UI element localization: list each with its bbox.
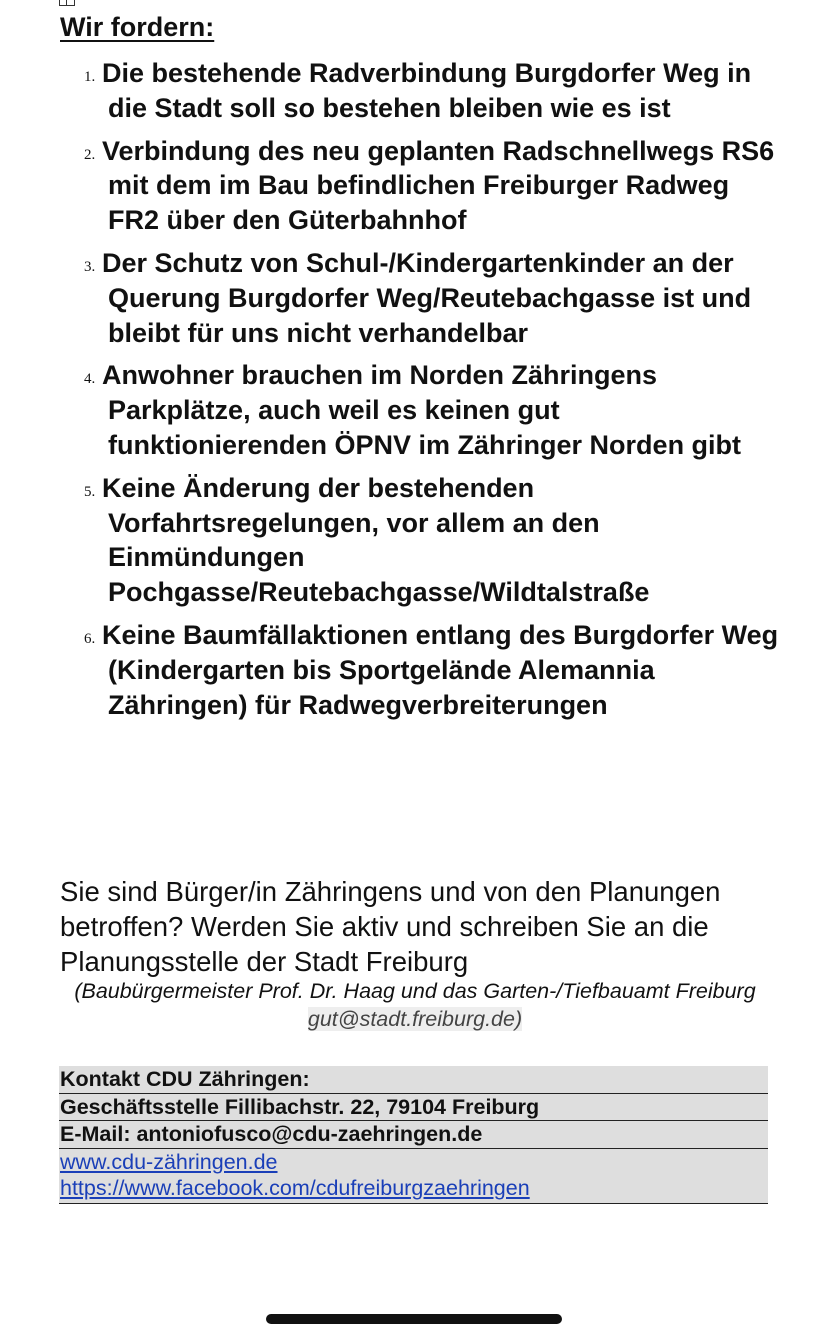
contact-note: [60, 977, 770, 1033]
call-to-action-text: Sie sind Bürger/in Zähringens und von den Planungen betroffen? Werden Sie aktiv und schreiben Sie an die Planungsstelle der Stadt Freiburg: [60, 876, 721, 977]
home-indicator[interactable]: [266, 1314, 562, 1324]
contact-email: E-Mail: antoniofusco@cdu-zaehringen.de: [59, 1121, 768, 1149]
note-email-link[interactable]: gut@stadt.freiburg.de): [307, 1007, 523, 1031]
demand-number: 5.: [84, 483, 96, 500]
contact-address: Geschäftsstelle Fillibachstr. 22, 79104 Freiburg: [59, 1094, 768, 1122]
contact-links: [59, 1149, 768, 1204]
demand-text: Verbindung des neu geplanten Radschnellwegs RS6 mit dem im Bau befindlichen Freiburger Radweg FR2 über den Güterbahnhof: [102, 135, 775, 236]
demand-item: [84, 134, 784, 238]
missing-glyph-icon: [59, 0, 75, 6]
demands-list: [84, 56, 784, 730]
demand-text: Keine Änderung der bestehenden Vorfahrtsregelungen, vor allem an den Einmündungen Pochgasse/Reutebachgasse/Wildtalstraße: [102, 472, 650, 608]
demand-item: [84, 471, 784, 610]
demand-item: [84, 618, 784, 722]
demand-number: 2.: [84, 146, 96, 163]
demand-text: Die bestehende Radverbindung Burgdorfer Weg in die Stadt soll so bestehen bleiben wie es ist: [102, 58, 752, 123]
demand-number: 4.: [84, 371, 96, 388]
contact-title: Kontakt CDU Zähringen:: [59, 1066, 768, 1094]
demand-number: 6.: [84, 630, 96, 647]
demands-heading: Wir fordern:: [60, 12, 215, 42]
demand-text: Der Schutz von Schul-/Kindergartenkinder an der Querung Burgdorfer Weg/Reutebachgasse ist und bleibt für uns nicht verhandelbar: [102, 247, 752, 348]
contact-table: [59, 1066, 768, 1204]
demand-item: [84, 56, 784, 126]
note-text: (Baubürgermeister Prof. Dr. Haag und das Garten-/Tiefbauamt Freiburg: [74, 979, 756, 1003]
facebook-link[interactable]: https://www.facebook.com/cdufreiburgzaehringen: [60, 1176, 530, 1200]
demand-number: 3.: [84, 258, 96, 275]
demand-number: 1.: [84, 69, 96, 85]
demand-text: Keine Baumfällaktionen entlang des Burgdorfer Weg (Kindergarten bis Sportgelände Alemannia Zähringen) für Radwegverbreiterungen: [102, 619, 779, 720]
demand-text: Anwohner brauchen im Norden Zähringens Parkplätze, auch weil es keinen gut funktionierenden ÖPNV im Zähringer Norden gibt: [102, 360, 742, 460]
demand-item: [84, 246, 784, 350]
website-link[interactable]: www.cdu-zähringen.de: [60, 1149, 278, 1174]
demand-item: [84, 358, 784, 462]
